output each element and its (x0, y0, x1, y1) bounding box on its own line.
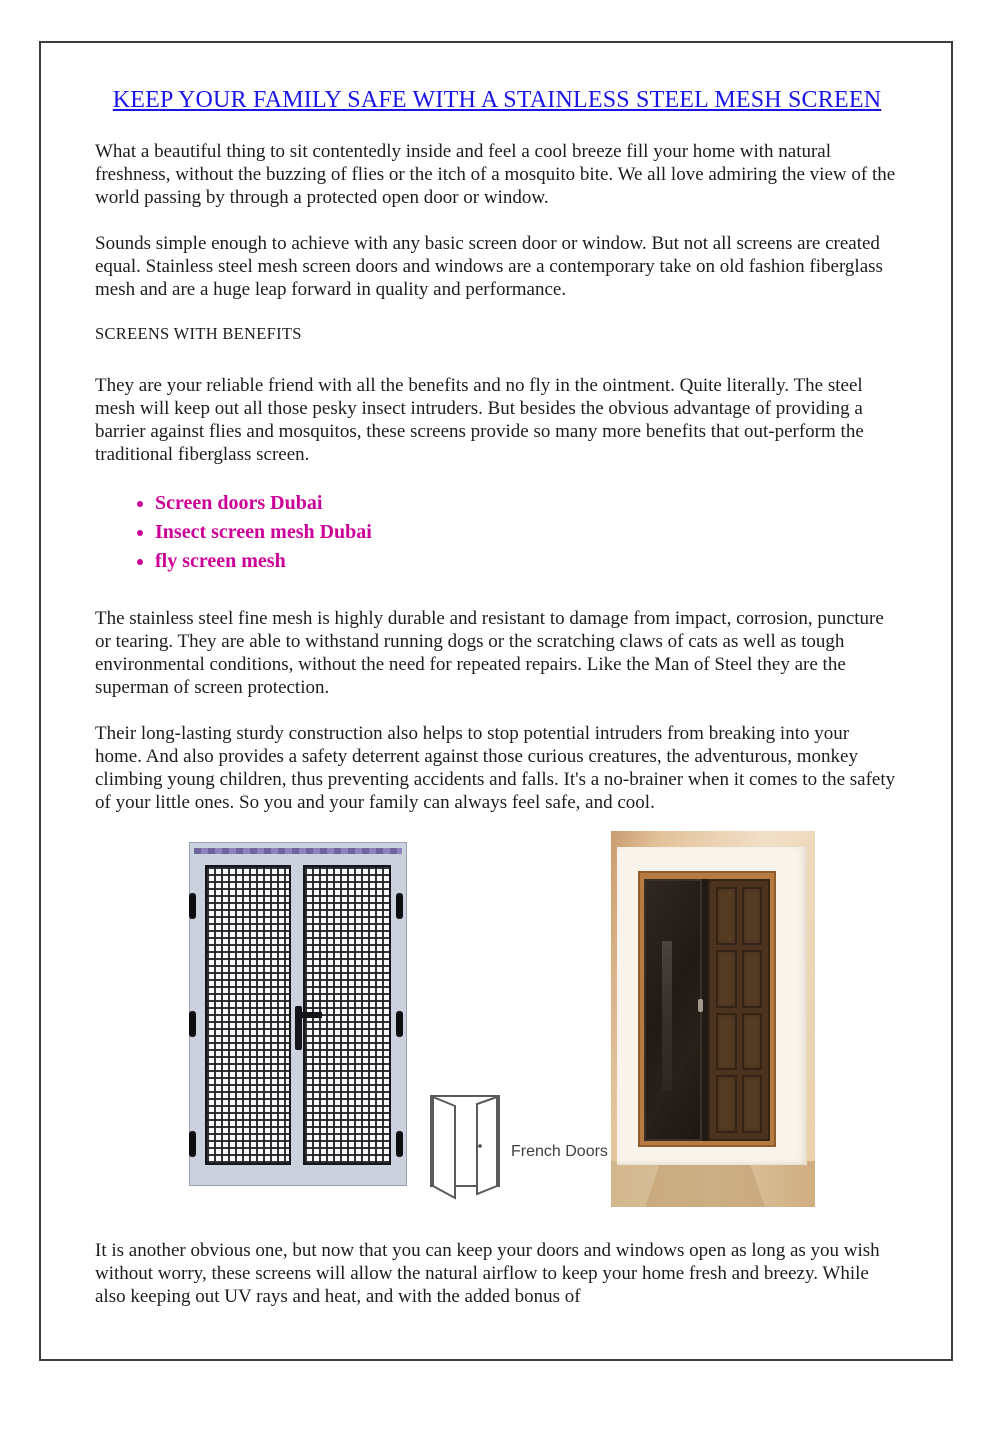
keyword-link-list (95, 489, 899, 576)
mesh-panel-left (205, 865, 291, 1165)
photo-wood-door-right (708, 879, 770, 1141)
link-item-screen-doors-dubai (155, 489, 899, 518)
photo-wood-panel (742, 1013, 763, 1071)
photo-wood-panel (716, 950, 737, 1008)
link-item-fly-screen-mesh (155, 547, 899, 576)
photo-glass-reflection (662, 941, 672, 1091)
paragraph-screens-comparison: Sounds simple enough to achieve with any basic screen door or window. But not all screens are created equal. Stainless steel mesh screen doors and windows are a contemporary take on old fashion fiberglass mesh and are a huge leap forward in quality and performance. (95, 233, 883, 300)
photo-wood-panel (716, 1075, 737, 1133)
photo-door-leaves (644, 879, 770, 1141)
photo-wood-panel (742, 950, 763, 1008)
paragraph-durability: The stainless steel fine mesh is highly durable and resistant to damage from impact, corrosion, puncture or tearing. They are able to withstand running dogs or the scratching claws of cats as well as tough environmental conditions, without the need for repeated repairs. Like the Man of Steel they are the superman of screen protection. (95, 608, 884, 698)
link-screen-doors-dubai[interactable]: Screen doors Dubai (155, 492, 323, 514)
figure-row (95, 837, 899, 1215)
door-handle-icon (298, 1012, 322, 1018)
paragraph-safety: Their long-lasting sturdy construction also helps to stop potential intruders from breaking into your home. And also provides a safety deterrent against those curious creatures, the adventurous, monkey climbing young children, thus preventing accidents and falls. It's a no-brainer when it comes to the safety of your little ones. So you and your family can always feel safe, and cool. (95, 723, 896, 813)
photo-mesh-door-left (644, 879, 702, 1141)
photo-wood-panel (716, 1013, 737, 1071)
photo-floor (611, 1161, 815, 1207)
door-photo (611, 831, 815, 1207)
section-heading-screens-with-benefits: SCREENS WITH BENEFITS (95, 324, 302, 343)
hinge-icon (396, 1011, 403, 1037)
photo-wood-panel (742, 1075, 763, 1133)
paragraph-airflow: It is another obvious one, but now that you can keep your doors and windows open as long as you wish without worry, these screens will allow the natural airflow to keep your home fresh and breezy. While also keeping out UV rays and heat, and with the added bonus of (95, 1240, 880, 1307)
screen-door-illustration (189, 842, 407, 1186)
figure-caption: French Doors (511, 1143, 608, 1160)
illustration-top-strip (194, 848, 402, 854)
hinge-icon (189, 1011, 196, 1037)
hinge-icon (189, 893, 196, 919)
photo-wood-panel (742, 887, 763, 945)
photo-door-knob-icon (698, 999, 703, 1012)
paragraph-benefits: They are your reliable friend with all the benefits and no fly in the ointment. Quite literally. The steel mesh will keep out all those pesky insect intruders. But besides the obvious advantage of providing a barrier against flies and mosquitos, these screens provide so many more benefits that out-perform the traditional fiberglass screen. (95, 375, 864, 465)
link-item-insect-screen-mesh-dubai (155, 518, 899, 547)
hinge-icon (396, 893, 403, 919)
photo-wood-panel (716, 887, 737, 945)
page-content (41, 43, 951, 1308)
link-insect-screen-mesh-dubai[interactable]: Insect screen mesh Dubai (155, 521, 372, 543)
french-doors-diagram (427, 1080, 503, 1204)
paragraph-intro: What a beautiful thing to sit contentedly inside and feel a cool breeze fill your home with natural freshness, without the buzzing of flies or the itch of a mosquito bite. We all love admiring the view of the world passing by through a protected open door or window. (95, 141, 896, 208)
document-page (39, 41, 953, 1361)
link-fly-screen-mesh[interactable]: fly screen mesh (155, 550, 286, 572)
hinge-icon (396, 1131, 403, 1157)
hinge-icon (189, 1131, 196, 1157)
page-title[interactable]: KEEP YOUR FAMILY SAFE WITH A STAINLESS STEEL MESH SCREEN (112, 87, 882, 113)
photo-doormat (645, 1165, 765, 1207)
